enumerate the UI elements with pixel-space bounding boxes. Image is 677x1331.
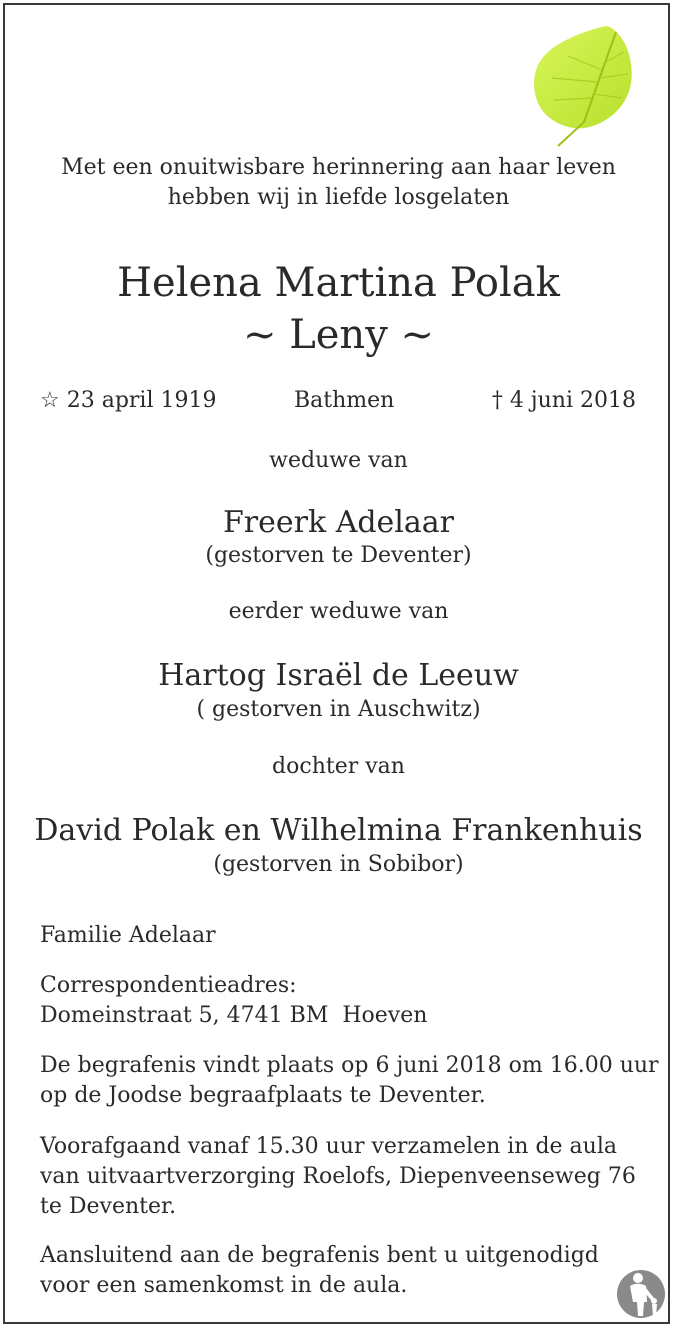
leaf-icon [528,22,640,150]
relation-label-3: dochter van [272,754,405,779]
closing-line-2: voor een samenkomst in de aula. [40,1273,408,1298]
closing-block [40,1241,640,1301]
birth-date: ☆ 23 april 1919 [40,388,217,413]
death-date: † 4 juni 2018 [491,388,636,413]
relation-label-2: eerder weduwe van [228,599,449,624]
closing-line-1: Aansluitend aan de begrafenis bent u uitgenodigd [40,1243,599,1268]
relation-name-3: David Polak en Wilhelmina Frankenhuis [34,813,643,848]
family-name: Familie Adelaar [40,923,216,948]
relation-label-1: weduwe van [269,448,408,473]
gathering-line-2: van uitvaartverzorging Roelofs, Diepenveenseweg 76 [40,1164,636,1189]
correspondence-label: Correspondentieadres: [40,973,297,998]
intro-line-2: hebben wij in liefde losgelaten [167,185,510,210]
family-signature [40,921,640,951]
correspondence-block [40,971,640,1031]
gathering-line-1: Voorafgaand vanaf 15.30 uur verzamelen in de aula [40,1134,617,1159]
publisher-logo-icon [616,1268,666,1320]
deceased-name: Helena Martina Polak [117,260,560,306]
relation-note-3: (gestorven in Sobibor) [213,852,464,877]
funeral-line-1: De begrafenis vindt plaats op 6 juni 2018 om 16.00 uur [40,1053,659,1078]
funeral-block [40,1051,659,1111]
gathering-line-3: te Deventer. [40,1194,177,1219]
gathering-block [40,1132,640,1222]
correspondence-address: Domeinstraat 5, 4741 BM Hoeven [40,1003,428,1028]
relation-name-2: Hartog Israël de Leeuw [158,658,519,693]
birth-place: Bathmen [294,388,395,413]
dates-row [40,386,636,416]
intro-text [0,153,677,213]
relation-note-2: ( gestorven in Auschwitz) [196,697,481,722]
intro-line-1: Met een onuitwisbare herinnering aan haar leven [61,155,616,180]
deceased-nickname: ~ Leny ~ [242,312,435,358]
funeral-line-2: op de Joodse begraafplaats te Deventer. [40,1083,486,1108]
relation-name-1: Freerk Adelaar [222,505,455,540]
relation-note-1: (gestorven te Deventer) [205,543,472,568]
